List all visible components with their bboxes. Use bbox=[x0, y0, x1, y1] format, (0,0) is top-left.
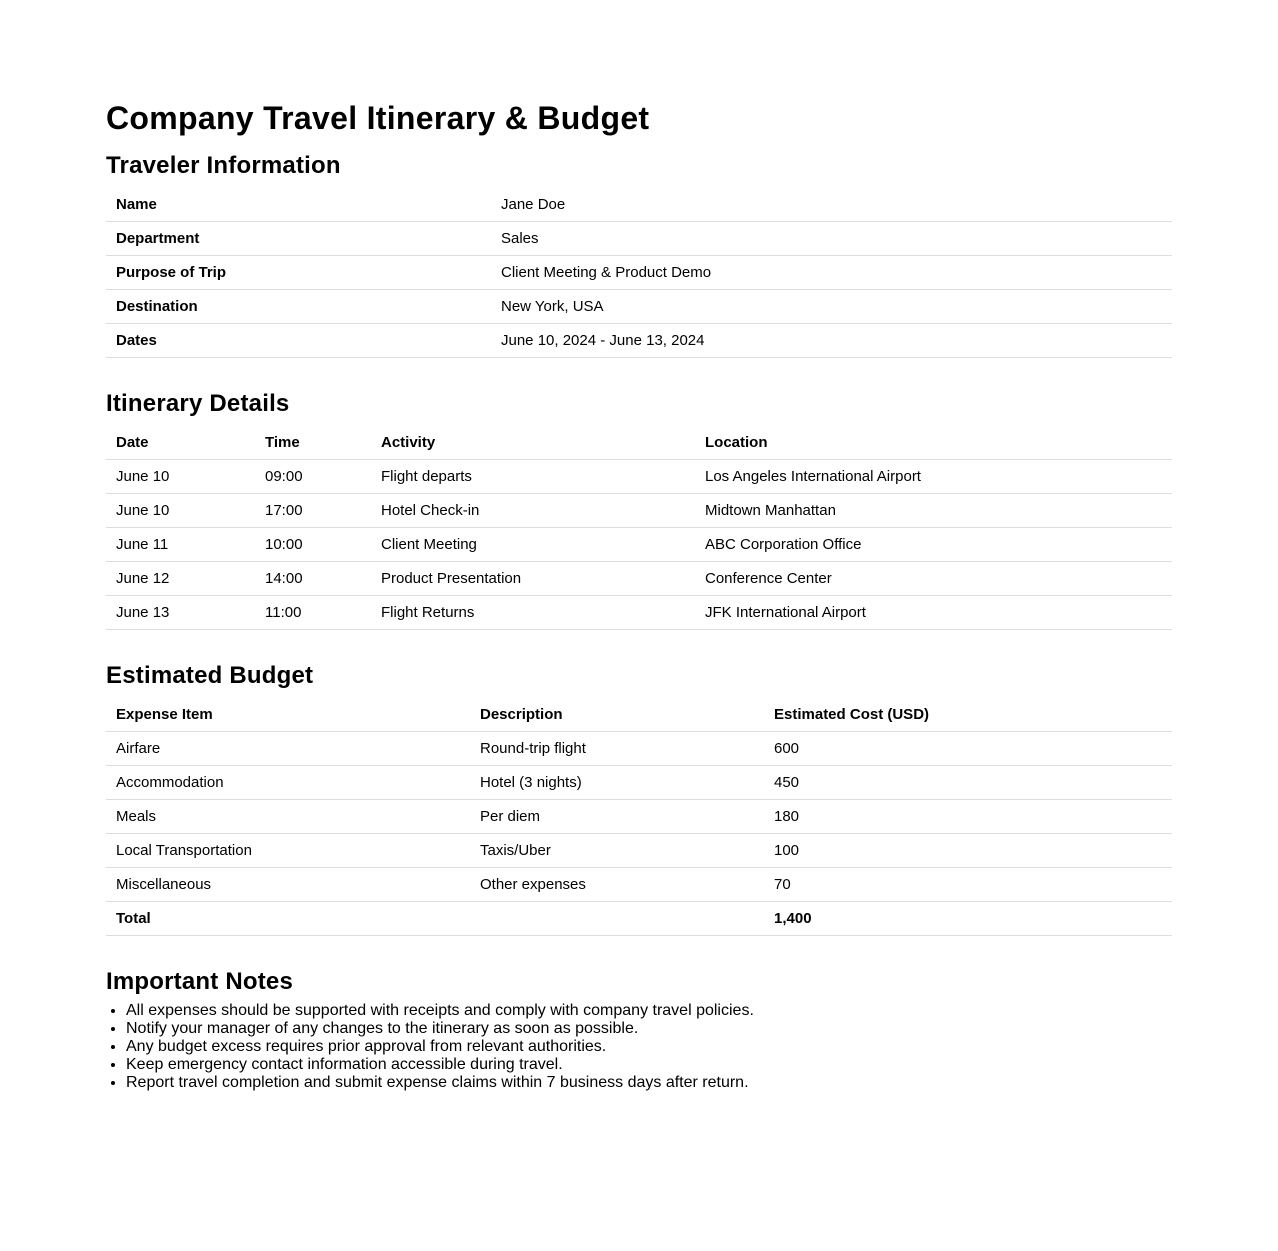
traveler-value-destination: New York, USA bbox=[491, 290, 1172, 324]
traveler-value-purpose: Client Meeting & Product Demo bbox=[491, 256, 1172, 290]
table-row bbox=[106, 290, 1172, 324]
document-content bbox=[106, 98, 1172, 1092]
itinerary-date: June 13 bbox=[106, 596, 255, 630]
table-row bbox=[106, 834, 1172, 868]
itinerary-heading: Itinerary Details bbox=[106, 390, 290, 417]
traveler-value-name: Jane Doe bbox=[491, 188, 1172, 222]
traveler-value-dates: June 10, 2024 - June 13, 2024 bbox=[491, 324, 1172, 358]
table-row bbox=[106, 494, 1172, 528]
list-item: • Any budget excess requires prior approval from relevant authorities. bbox=[126, 1038, 1172, 1056]
page-title: Company Travel Itinerary & Budget bbox=[106, 100, 650, 136]
itinerary-time: 17:00 bbox=[255, 494, 371, 528]
list-item: • Notify your manager of any changes to the itinerary as soon as possible. bbox=[126, 1020, 1172, 1038]
table-row bbox=[106, 766, 1172, 800]
traveler-label-dates: Dates bbox=[106, 324, 491, 358]
itinerary-activity: Flight Returns bbox=[371, 596, 695, 630]
itinerary-date: June 10 bbox=[106, 460, 255, 494]
traveler-info-heading: Traveler Information bbox=[106, 152, 341, 179]
budget-cost: 100 bbox=[764, 834, 1172, 868]
table-row bbox=[106, 868, 1172, 902]
budget-total-label: Total bbox=[106, 902, 470, 936]
budget-expense-item: Miscellaneous bbox=[106, 868, 470, 902]
itinerary-date: June 12 bbox=[106, 562, 255, 596]
budget-cost: 450 bbox=[764, 766, 1172, 800]
table-row bbox=[106, 222, 1172, 256]
budget-cost: 70 bbox=[764, 868, 1172, 902]
budget-cost: 600 bbox=[764, 732, 1172, 766]
column-header-date: Date bbox=[106, 426, 255, 460]
table-row bbox=[106, 256, 1172, 290]
budget-expense-item: Local Transportation bbox=[106, 834, 470, 868]
budget-total-row bbox=[106, 902, 1172, 936]
budget-description: Hotel (3 nights) bbox=[470, 766, 764, 800]
budget-expense-item: Accommodation bbox=[106, 766, 470, 800]
itinerary-table bbox=[106, 426, 1172, 630]
column-header-location: Location bbox=[695, 426, 1172, 460]
traveler-label-department: Department bbox=[106, 222, 491, 256]
table-header-row bbox=[106, 698, 1172, 732]
budget-expense-item: Meals bbox=[106, 800, 470, 834]
traveler-value-department: Sales bbox=[491, 222, 1172, 256]
table-row bbox=[106, 528, 1172, 562]
column-header-description: Description bbox=[470, 698, 764, 732]
itinerary-location: Midtown Manhattan bbox=[695, 494, 1172, 528]
column-header-time: Time bbox=[255, 426, 371, 460]
list-item: • Keep emergency contact information accessible during travel. bbox=[126, 1056, 1172, 1074]
budget-description: Per diem bbox=[470, 800, 764, 834]
table-header-row bbox=[106, 426, 1172, 460]
table-row bbox=[106, 800, 1172, 834]
notes-heading: Important Notes bbox=[106, 968, 294, 995]
itinerary-time: 11:00 bbox=[255, 596, 371, 630]
itinerary-activity: Hotel Check-in bbox=[371, 494, 695, 528]
traveler-info-table bbox=[106, 188, 1172, 358]
budget-description: Taxis/Uber bbox=[470, 834, 764, 868]
itinerary-time: 14:00 bbox=[255, 562, 371, 596]
itinerary-date: June 11 bbox=[106, 528, 255, 562]
itinerary-location: Conference Center bbox=[695, 562, 1172, 596]
traveler-label-name: Name bbox=[106, 188, 491, 222]
table-row bbox=[106, 562, 1172, 596]
notes-list bbox=[106, 1002, 1172, 1092]
budget-description: Round-trip flight bbox=[470, 732, 764, 766]
list-item: • All expenses should be supported with receipts and comply with company travel policies. bbox=[126, 1002, 1172, 1020]
budget-table bbox=[106, 698, 1172, 936]
itinerary-activity: Flight departs bbox=[371, 460, 695, 494]
budget-total-value: 1,400 bbox=[764, 902, 1172, 936]
budget-description: Other expenses bbox=[470, 868, 764, 902]
traveler-label-purpose: Purpose of Trip bbox=[106, 256, 491, 290]
table-row bbox=[106, 188, 1172, 222]
itinerary-time: 10:00 bbox=[255, 528, 371, 562]
table-row bbox=[106, 732, 1172, 766]
table-row bbox=[106, 324, 1172, 358]
column-header-estimated-cost: Estimated Cost (USD) bbox=[764, 698, 1172, 732]
budget-heading: Estimated Budget bbox=[106, 662, 314, 689]
budget-expense-item: Airfare bbox=[106, 732, 470, 766]
column-header-activity: Activity bbox=[371, 426, 695, 460]
itinerary-activity: Client Meeting bbox=[371, 528, 695, 562]
traveler-label-destination: Destination bbox=[106, 290, 491, 324]
itinerary-location: ABC Corporation Office bbox=[695, 528, 1172, 562]
itinerary-location: Los Angeles International Airport bbox=[695, 460, 1172, 494]
list-item: • Report travel completion and submit expense claims within 7 business days after return. bbox=[126, 1074, 1172, 1092]
itinerary-time: 09:00 bbox=[255, 460, 371, 494]
table-row bbox=[106, 460, 1172, 494]
budget-cost: 180 bbox=[764, 800, 1172, 834]
table-row bbox=[106, 596, 1172, 630]
budget-total-empty-cell bbox=[470, 902, 764, 936]
itinerary-activity: Product Presentation bbox=[371, 562, 695, 596]
itinerary-location: JFK International Airport bbox=[695, 596, 1172, 630]
itinerary-date: June 10 bbox=[106, 494, 255, 528]
column-header-expense-item: Expense Item bbox=[106, 698, 470, 732]
